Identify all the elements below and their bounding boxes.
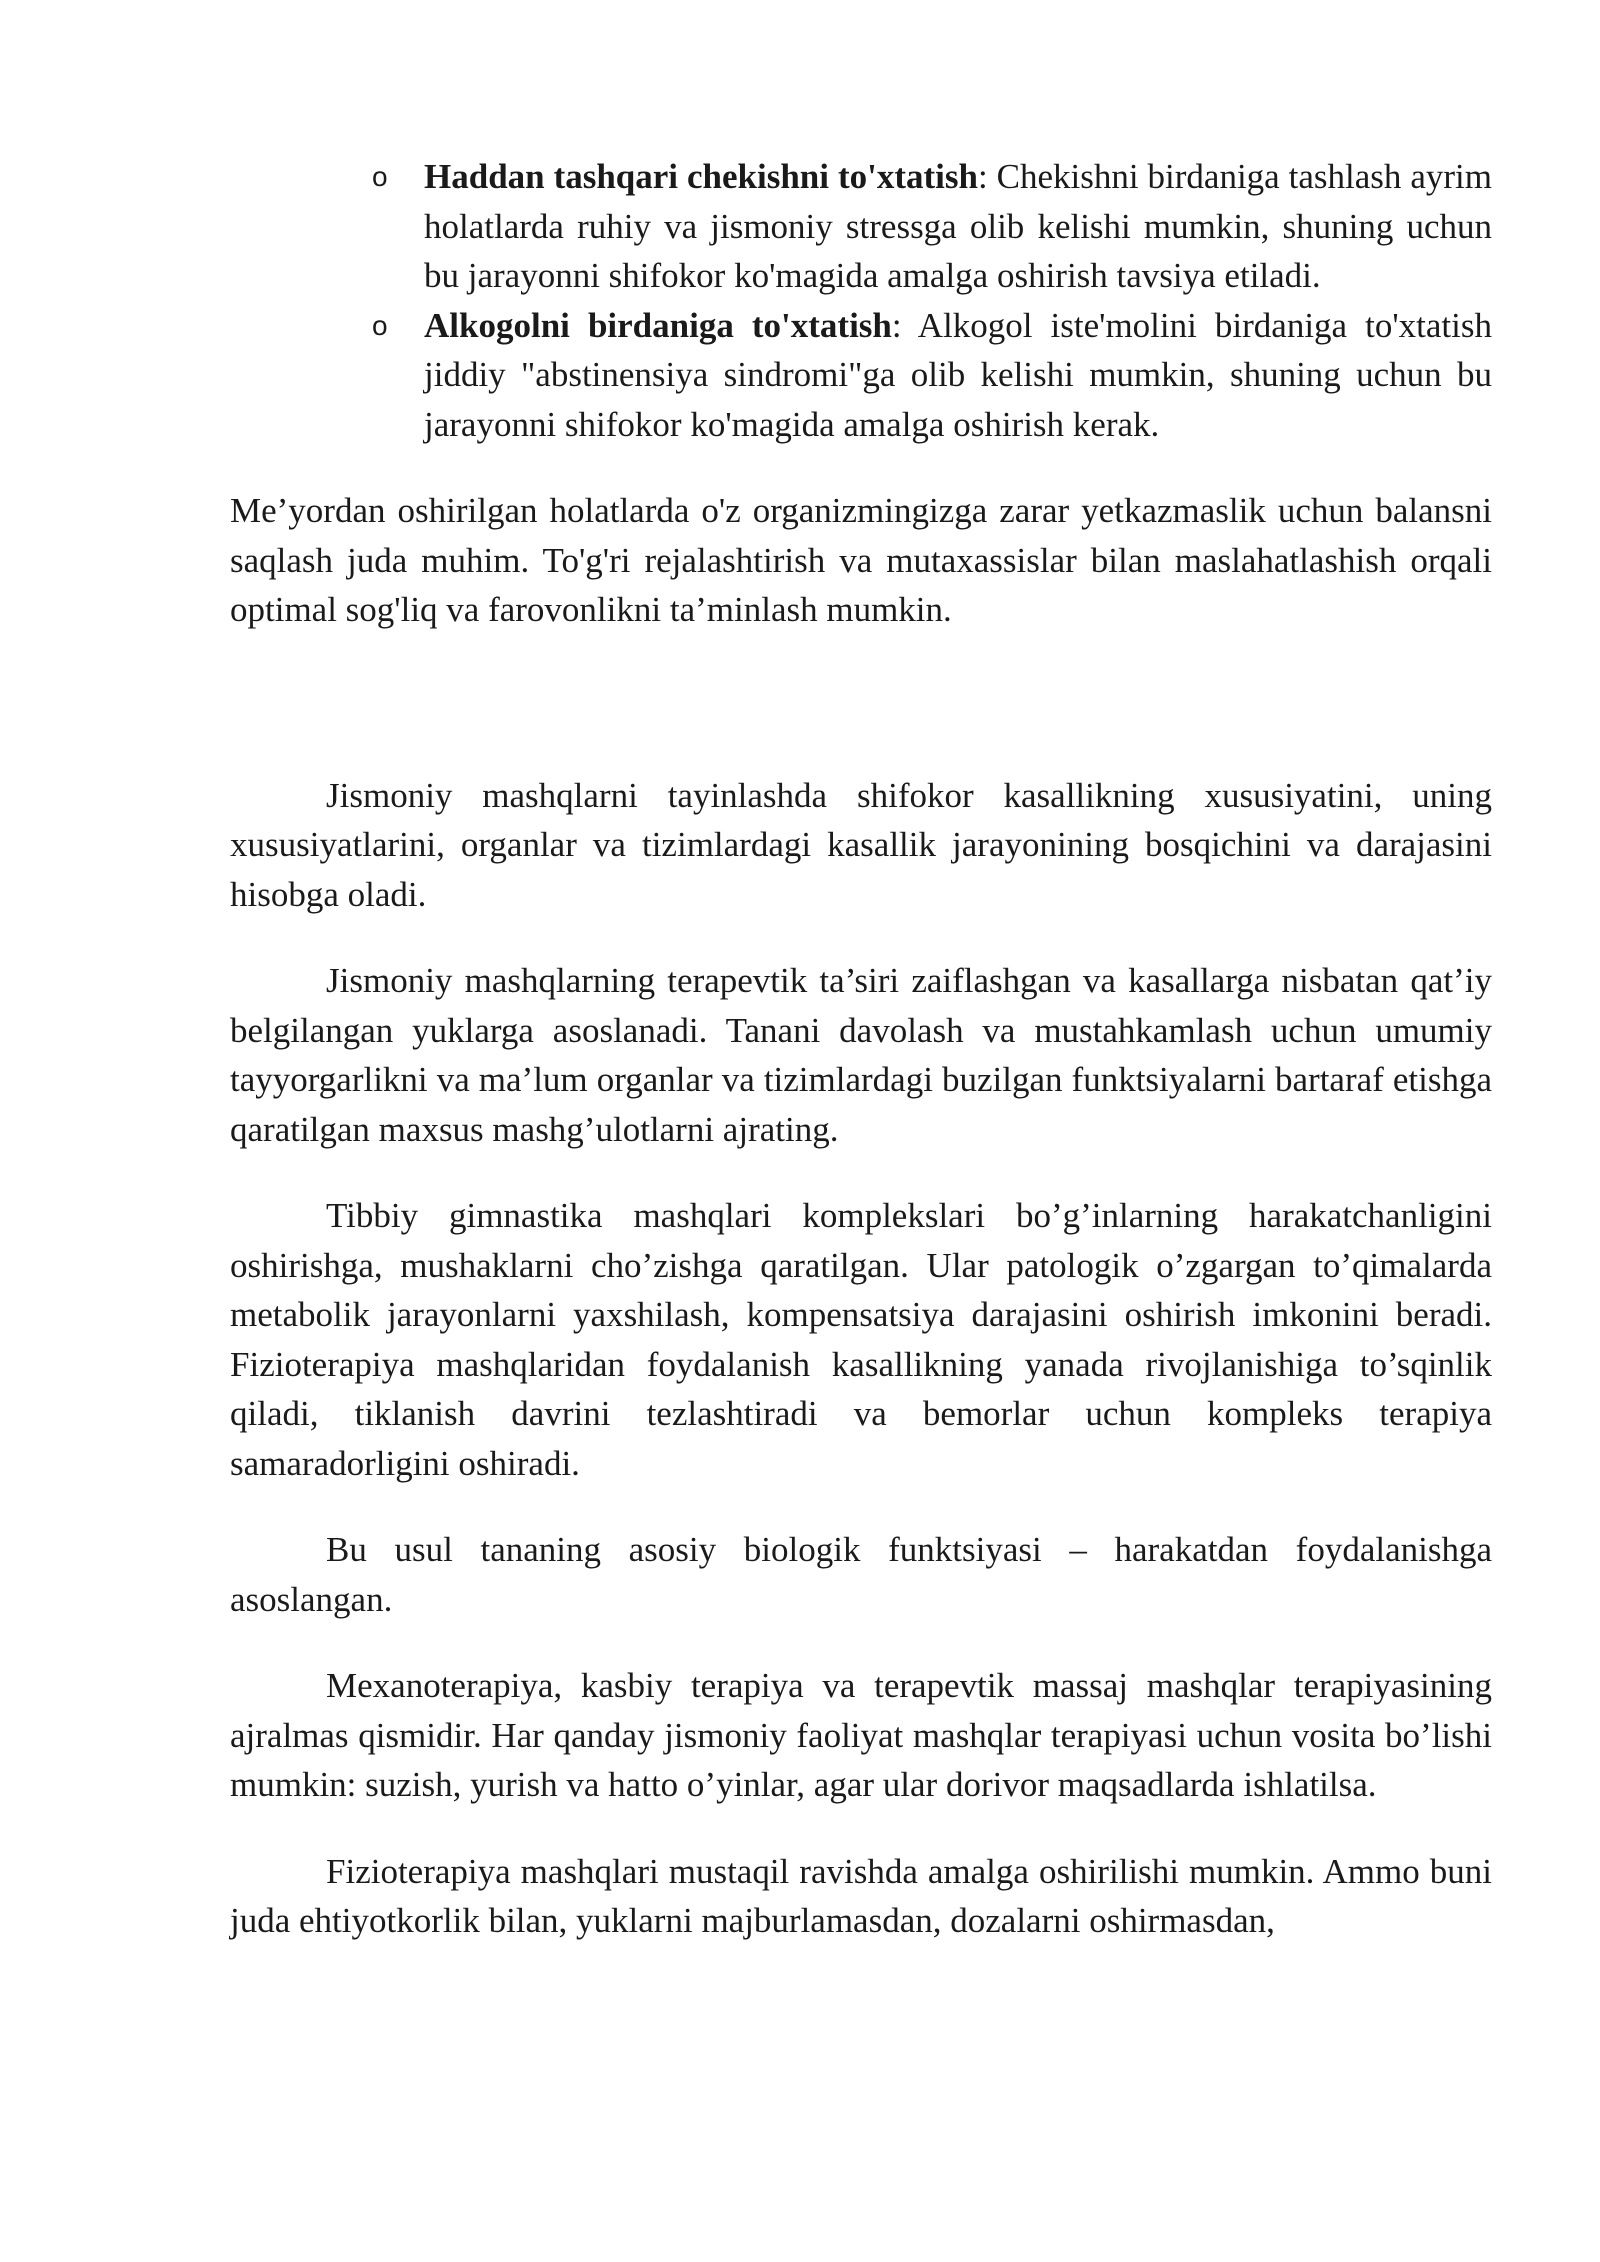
bullet-marker: o (372, 309, 388, 341)
bullet-item-smoking (372, 152, 1492, 301)
paragraph-independent-exercise: Fizioterapiya mashqlari mustaqil ravishda amalga oshirilishi mumkin. Ammo buni juda ehtiyotkorlik bilan, yuklarni majburlamasdan, dozalarni oshirmasdan, (230, 1851, 1492, 1940)
paragraph-therapeutic-effect: Jismoniy mashqlarning terapevtik ta’siri zaiflashgan va kasallarga nisbatan qat’iy belgilangan yuklarga asoslanadi. Tanani davolash va mustahkamlash uchun umumiy tayyorgarlikni va ma’lum organlar va tizimlardagi buzilgan funktsiyalarni bartaraf etishga qaratilgan maxsus mashg’ulotlarni ajrating. (230, 961, 1492, 1149)
page-content (230, 152, 1492, 1946)
bullet-text: : Chekishni birdaniga tashlash ayrim holatlarda ruhiy va jismoniy stressga olib kelishi mumkin, shuning uchun bu jarayonni shifokor ko'magida amalga oshirish tavsiya etiladi. (424, 157, 1492, 295)
bullet-term: Haddan tashqari chekishni to'xtatish (424, 157, 978, 196)
paragraph-exercise-prescription: Jismoniy mashqlarni tayinlashda shifokor kasallikning xususiyatini, uning xususiyatlarini, organlar va tizimlardagi kasallik jarayonining bosqichini va darajasini hisobga oladi. (230, 775, 1492, 914)
bullet-term: Alkogolni birdaniga to'xtatish (424, 305, 892, 345)
bullet-item-alcohol (372, 301, 1492, 450)
bullet-marker: o (372, 161, 388, 192)
summary-paragraph: Me’yordan oshirilgan holatlarda o'z organizmingizga zarar yetkazmaslik uchun balansni saqlash juda muhim. To'g'ri rejalashtirish va mutaxassislar bilan maslahatlashish orqali optimal sog'liq va farovonlikni ta’minlash mumkin. (230, 491, 1492, 629)
paragraph-biological-function: Bu usul tananing asosiy biologik funktsiyasi – harakatdan foydalanishga asoslangan. (230, 1530, 1492, 1619)
bullet-text: : Alkogol iste'molini birdaniga to'xtatish jiddiy "abstinensiya sindromi"ga olib kelishi mumkin, shuning uchun bu jarayonni shifokor ko'magida amalga oshirish kerak. (424, 305, 1492, 444)
paragraph-medical-gymnastics: Tibbiy gimnastika mashqlari komplekslari bo’g’inlarning harakatchanligini oshirishga, mushaklarni cho’zishga qaratilgan. Ular patologik o’zgargan to’qimalarda metabolik jarayonlarni yaxshilash, kompensatsiya darajasini oshirish imkonini beradi. Fizioterapiya mashqlaridan foydalanish kasallikning yanada rivojlanishiga to’sqinlik qiladi, tiklanish davrini tezlashtiradi va bemorlar uchun kompleks terapiya samaradorligini oshiradi. (230, 1196, 1492, 1483)
bullet-list (230, 152, 1492, 449)
paragraph-mechanotherapy: Mexanoterapiya, kasbiy terapiya va terapevtik massaj mashqlar terapiyasining ajralmas qismidir. Har qanday jismoniy faoliyat mashqlar terapiyasi uchun vosita bo’lishi mumkin: suzish, yurish va hatto o’yinlar, agar ular dorivor maqsadlarda ishlatilsa. (230, 1666, 1492, 1804)
